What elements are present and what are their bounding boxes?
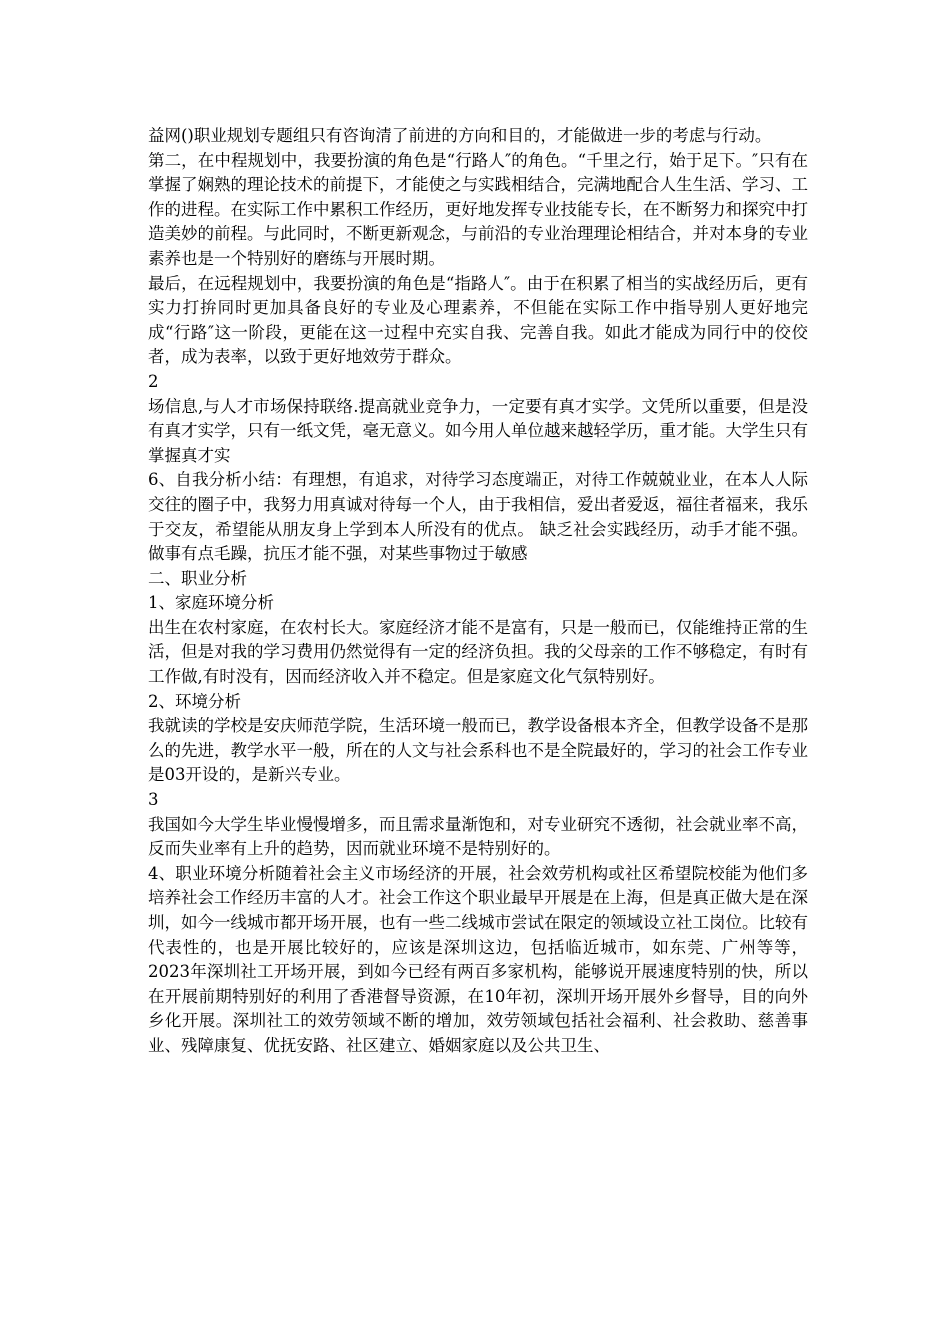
page-number-3: 3 — [148, 790, 159, 810]
paragraph-long-term-plan: 最后，在远程规划中，我要扮演的角色是“指路人″。由于在积累了相当的实战经历后，更有实力打拚同时更加具备良好的专业及心理素养，不但能在实际工作中指导别人更好地完成“行路″这一阶段，更能在这一过程中充实自我、完善自我。如此才能成为同行中的佼佼者，成为表率，以致于更好地效劳于群众。 — [148, 273, 808, 367]
paragraph-employment-environment: 我国如今大学生毕业慢慢增多，而且需求量渐饱和，对专业研究不透彻，社会就业率不高，反而失业率有上升的趋势，因而就业环境不是特别好的。 — [148, 814, 808, 859]
document-page — [148, 124, 808, 1059]
heading-family-environment: 1、家庭环境分析 — [148, 593, 274, 613]
paragraph-mid-term-plan: 第二，在中程规划中，我要扮演的角色是“行路人″的角色。“千里之行，始于足下。″只有在掌握了娴熟的理论技术的前提下，才能使之与实践相结合，完满地配合人生生活、学习、工作的进程。在实际工作中累积工作经历，更好地发挥专业技能专长，在不断努力和探究中打造美妙的前程。与此同时，不断更新观念，与前沿的专业治理理论相结合，并对本身的专业素养也是一个特别好的磨练与开展时期。 — [148, 150, 808, 268]
paragraph-school-environment: 我就读的学校是安庆师范学院，生活环境一般而已，教学设备根本齐全，但教学设备不是那么的先进，教学水平一般，所在的人文与社会系科也不是全院最好的，学习的社会工作专业是03开设的，是新兴专业。 — [148, 716, 808, 785]
paragraph-market-info: 场信息,与人才市场保持联络.提高就业竞争力，一定要有真才实学。文凭所以重要，但是没有真才实学，只有一纸文凭，毫无意义。如今用人单位越来越轻学历，重才能。大学生只有掌握真才实 — [148, 396, 808, 465]
paragraph-self-analysis-summary: 6、自我分析小结：有理想，有追求，对待学习态度端正，对待工作兢兢业业，在本人人际交往的圈子中，我努力用真诚对待每一个人，由于我相信，爱出者爱返，福往者福来，我乐于交友，希望能从朋友身上学到本人所没有的优点。 缺乏社会实践经历，动手才能不强。做事有点毛躁，抗压才能不强，对某些事物过于敏感 — [148, 470, 808, 564]
heading-career-analysis: 二、职业分析 — [148, 568, 247, 588]
page-number-2: 2 — [148, 371, 159, 391]
paragraph-career-environment: 4、职业环境分析随着社会主义市场经济的开展，社会效劳机构或社区希望院校能为他们多培养社会工作经历丰富的人才。社会工作这个职业最早开展是在上海，但是真正做大是在深圳，如今一线城市都开场开展，也有一些二线城市尝试在限定的领域设立社工岗位。比较有代表性的，也是开展比较好的，应该是深圳这边，包括临近城市，如东莞、广州等等，2023年深圳社工开场开展，到如今已经有两百多家机构，能够说开展速度特别的快，所以在开展前期特别好的利用了香港督导资源，在10年初，深圳开场开展外乡督导，目的向外乡化开展。深圳社工的效劳领域不断的增加，效劳领域包括社会福利、社会救助、慈善事业、残障康复、优抚安路、社区建立、婚姻家庭以及公共卫生、 — [148, 863, 808, 1055]
paragraph-career-consulting: 益网()职业规划专题组只有咨询清了前进的方向和目的，才能做进一步的考虑与行动。 — [148, 126, 772, 145]
paragraph-family-environment: 出生在农村家庭，在农村长大。家庭经济才能不是富有，只是一般而已，仅能维持正常的生活，但是对我的学习费用仍然觉得有一定的经济负担。我的父母亲的工作不够稳定，有时有工作做,有时没有，因而经济收入并不稳定。但是家庭文化气氛特别好。 — [148, 617, 808, 687]
heading-environment-analysis: 2、环境分析 — [148, 691, 241, 711]
